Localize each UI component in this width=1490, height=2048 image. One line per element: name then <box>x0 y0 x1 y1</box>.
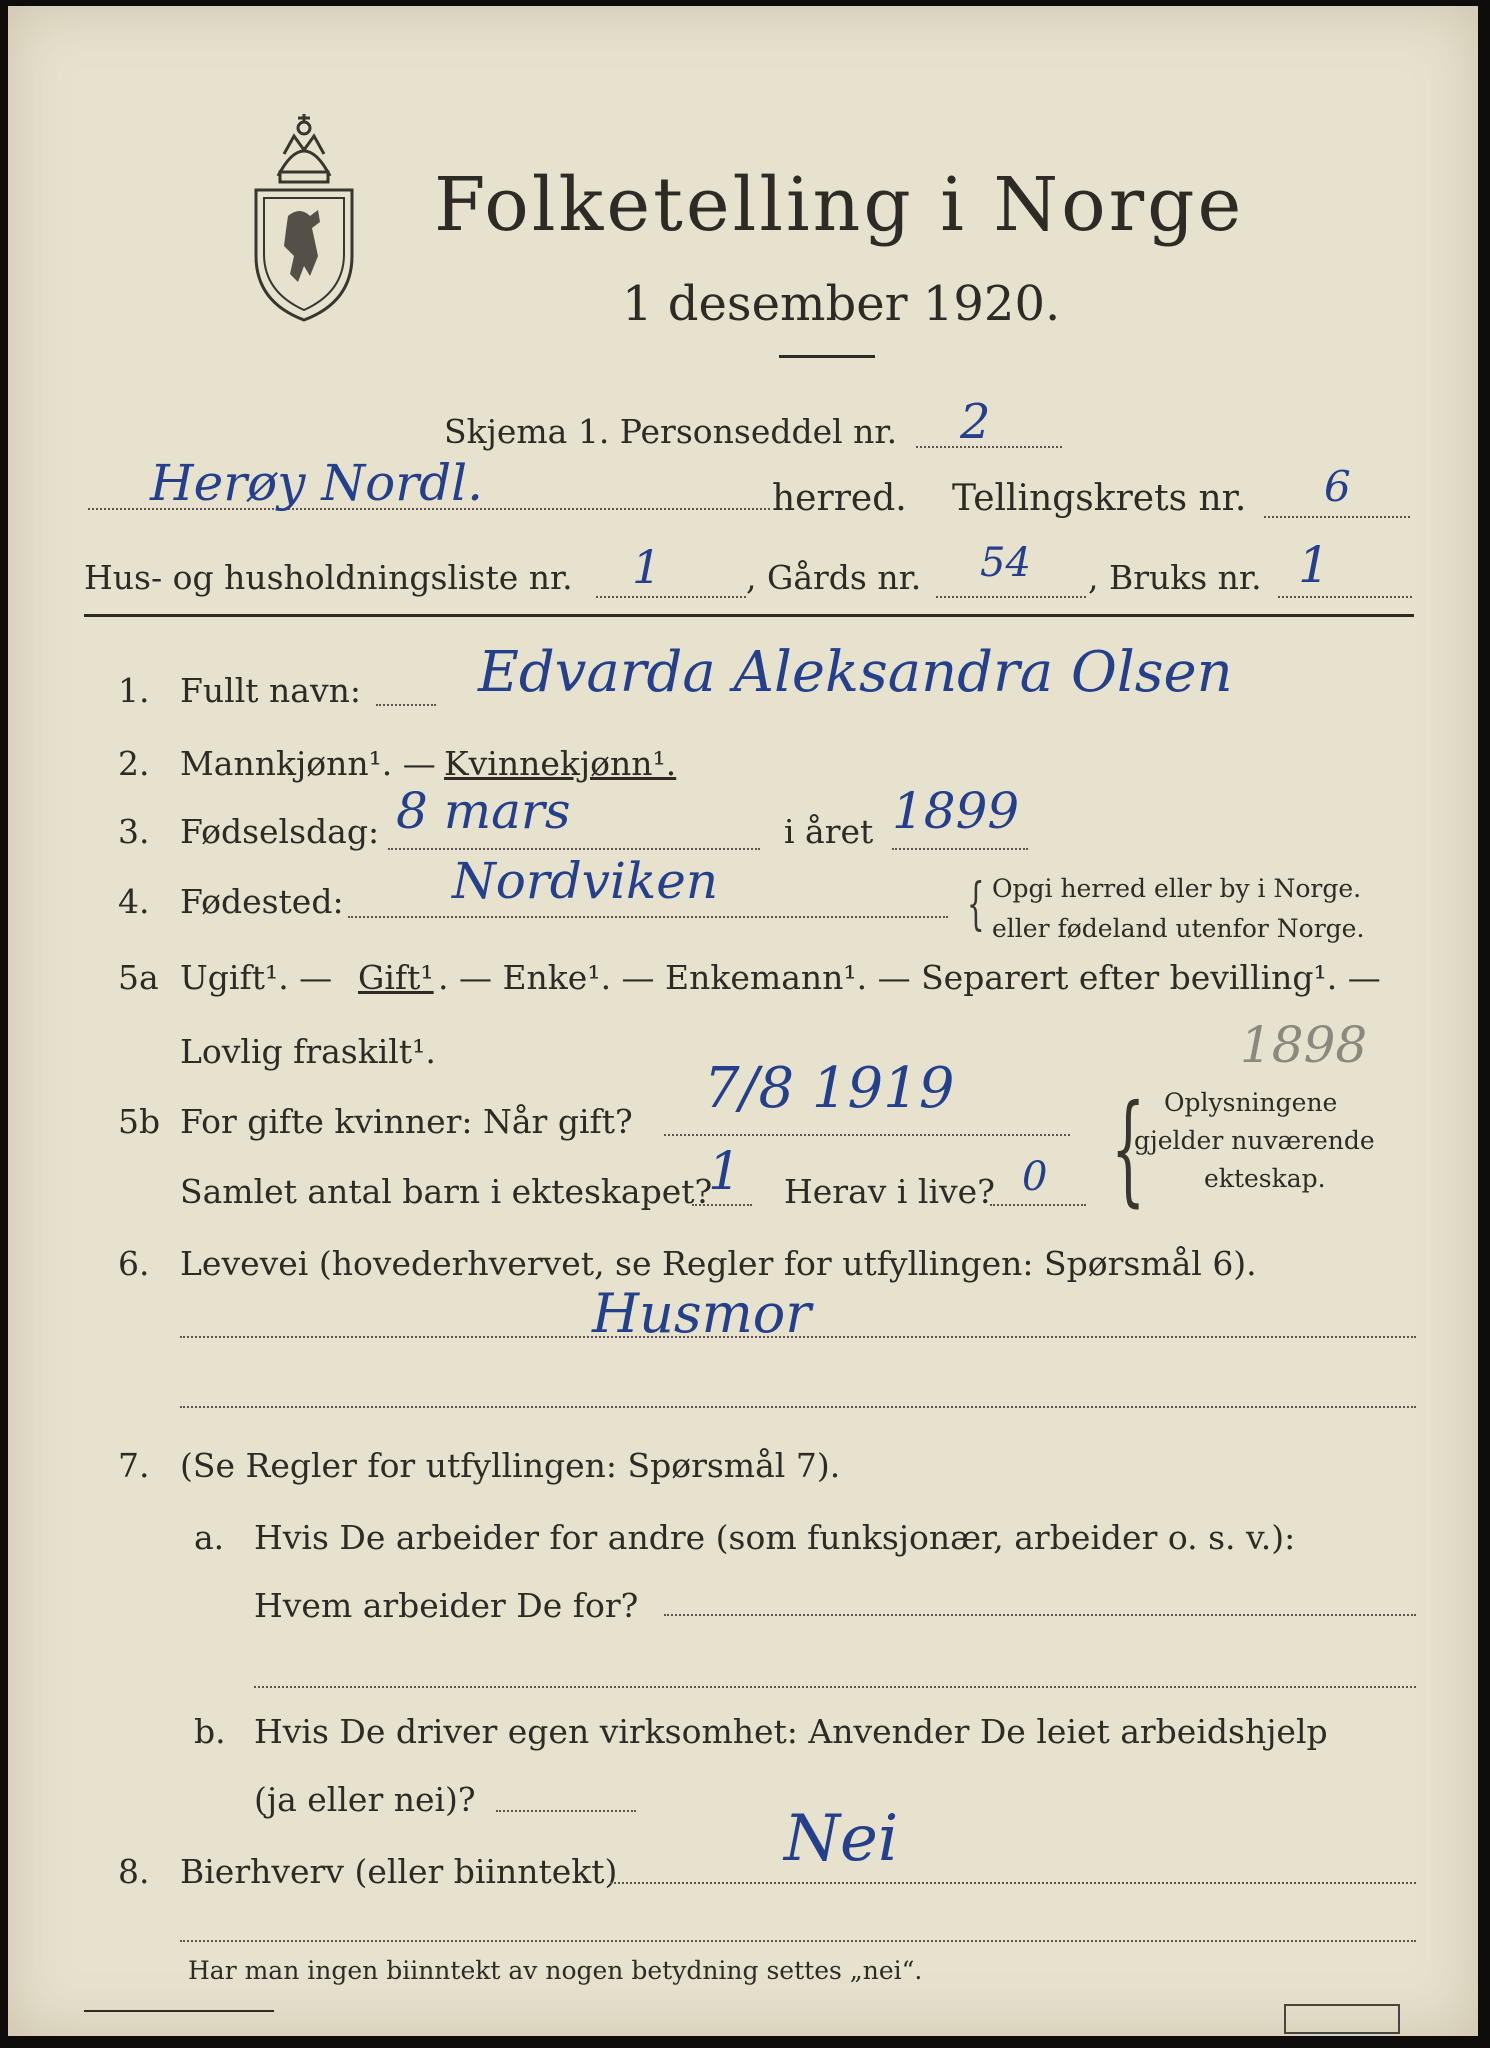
q4-label: Fødested: <box>180 882 344 921</box>
census-form <box>8 6 1478 2036</box>
q5b-alive-label: Herav i live? <box>784 1172 995 1211</box>
q4-note-1: Opgi herred eller by i Norge. <box>992 874 1362 903</box>
q5b-alive-line <box>990 1204 1086 1206</box>
coat-of-arms-icon <box>248 106 360 326</box>
q5b-number: 5b <box>118 1102 161 1141</box>
q6-line-2 <box>180 1406 1416 1408</box>
q1-line <box>376 704 436 706</box>
q8-line <box>610 1882 1416 1884</box>
title-divider <box>779 355 875 358</box>
hus-value: 1 <box>632 540 662 594</box>
krets-line <box>1264 516 1410 518</box>
q1-number: 1. <box>118 671 150 710</box>
q4-number: 4. <box>118 882 150 921</box>
q7a-letter: a. <box>194 1518 225 1557</box>
q7-label: (Se Regler for utfyllingen: Spørsmål 7). <box>180 1446 841 1485</box>
q8-value: Nei <box>784 1802 899 1876</box>
q8-label: Bierhverv (eller biinntekt) <box>180 1852 618 1891</box>
q5a-options: . — Enke¹. — Enkemann¹. — Separert efter bevilling¹. — <box>438 958 1381 997</box>
q4-value: Nordviken <box>452 852 719 910</box>
q5a-number: 5a <box>118 958 159 997</box>
q2-female: Kvinnekjønn¹. <box>444 744 677 783</box>
q3-line <box>388 848 760 850</box>
bruks-line <box>1278 596 1412 598</box>
q2-male: Mannkjønn¹. — <box>180 744 436 783</box>
q5a-ugift: Ugift¹. — <box>180 958 333 997</box>
q7-number: 7. <box>118 1446 150 1485</box>
q5a-pencil-note: 1898 <box>1240 1016 1368 1074</box>
bruks-value: 1 <box>1298 536 1330 594</box>
gards-value: 54 <box>980 540 1031 586</box>
q5b-brace: { <box>1110 1080 1146 1219</box>
q5b-note-2: gjelder nuværende <box>1134 1126 1375 1155</box>
q3-value: 8 mars <box>396 782 571 840</box>
q6-number: 6. <box>118 1244 150 1283</box>
q5b-children-label: Samlet antal barn i ekteskapet? <box>180 1172 713 1211</box>
q7b-line2: (ja eller nei)? <box>254 1780 476 1819</box>
q7a-line2: Hvem arbeider De for? <box>254 1586 639 1625</box>
footer-note: Har man ingen biinntekt av nogen betydning settes „nei“. <box>188 1956 923 1985</box>
q2-number: 2. <box>118 744 150 783</box>
hus-line <box>596 596 746 598</box>
printer-stamp <box>1284 2004 1400 2034</box>
q6-value: Husmor <box>592 1282 812 1345</box>
herred-value: Herøy Nordl. <box>150 454 483 512</box>
q6-line-1 <box>180 1336 1416 1338</box>
q4-note-2: eller fødeland utenfor Norge. <box>992 914 1365 943</box>
q5b-line <box>664 1134 1070 1136</box>
q5b-children-value: 1 <box>708 1142 742 1202</box>
q7b-line <box>496 1810 636 1812</box>
hus-label: Hus- og husholdningsliste nr. <box>84 558 573 597</box>
q5b-value: 7/8 1919 <box>704 1056 955 1121</box>
q5b-label: For gifte kvinner: Når gift? <box>180 1102 633 1141</box>
q3-label: Fødselsdag: <box>180 812 380 851</box>
q7a-extra-line <box>254 1686 1416 1688</box>
herred-label: herred. <box>772 478 907 519</box>
q3-year-value: 1899 <box>892 782 1020 840</box>
q8-extra-line <box>180 1940 1416 1942</box>
q4-line <box>348 916 948 918</box>
q7b-letter: b. <box>194 1712 226 1751</box>
q8-number: 8. <box>118 1852 150 1891</box>
krets-label: Tellingskrets nr. <box>952 478 1247 519</box>
q1-label: Fullt navn: <box>180 671 361 710</box>
q5b-children-line <box>692 1204 752 1206</box>
schema-label: Skjema 1. Personseddel nr. <box>444 412 898 451</box>
q7b-label: Hvis De driver egen virksomhet: Anvender De leiet arbeidshjelp <box>254 1712 1328 1751</box>
q5a-line2: Lovlig fraskilt¹. <box>180 1032 436 1071</box>
q3-number: 3. <box>118 812 150 851</box>
q4-brace: { <box>966 872 985 937</box>
q7a-label: Hvis De arbeider for andre (som funksjonær, arbeider o. s. v.): <box>254 1518 1296 1557</box>
q3-year-label: i året <box>784 812 874 851</box>
gards-label: , Gårds nr. <box>746 558 922 597</box>
q5b-alive-value: 0 <box>1022 1154 1048 1200</box>
q1-value: Edvarda Aleksandra Olsen <box>478 640 1233 705</box>
gards-line <box>936 596 1086 598</box>
q7a-line <box>664 1614 1416 1616</box>
q6-label: Levevei (hovederhvervet, se Regler for utfyllingen: Spørsmål 6). <box>180 1244 1257 1283</box>
header-divider <box>84 614 1414 617</box>
q5b-note-1: Oplysningene <box>1164 1088 1338 1117</box>
q3-year-line <box>892 848 1028 850</box>
bruks-label: , Bruks nr. <box>1088 558 1262 597</box>
footnote-rule <box>84 2010 274 2012</box>
q5a-gift: Gift¹ <box>358 958 434 997</box>
census-date: 1 desember 1920. <box>622 276 1061 332</box>
q5b-note-3: ekteskap. <box>1204 1164 1326 1193</box>
schema-number: 2 <box>960 394 991 450</box>
form-title: Folketelling i Norge <box>434 162 1245 248</box>
krets-value: 6 <box>1324 462 1351 511</box>
